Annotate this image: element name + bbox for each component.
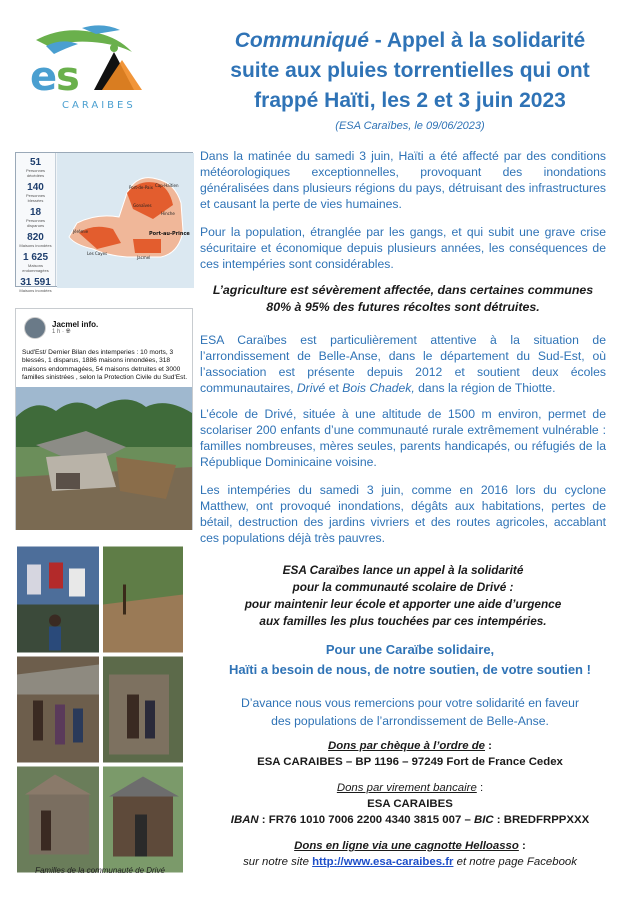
title-line2: suite aux pluies torrentielles qui ont xyxy=(230,59,590,82)
svg-text:Cap-Haïtien: Cap-Haïtien xyxy=(155,183,179,188)
dateline: (ESA Caraïbes, le 09/06/2023) xyxy=(335,120,485,132)
svg-text:Jérémie: Jérémie xyxy=(73,229,89,234)
photo-shack xyxy=(103,767,183,873)
svg-text:Port-de-Paix: Port-de-Paix xyxy=(129,185,153,190)
avatar xyxy=(24,317,46,339)
bic-value: : BREDFRPPXXX xyxy=(493,814,590,826)
stat-item: 18 Personnes disparues xyxy=(25,207,46,228)
svg-text:Hinche: Hinche xyxy=(161,211,175,216)
thanks: D’avance nous vous remercions pour votre solidarité en faveur des populations de l’arrondissement de Belle-Anse. xyxy=(240,696,580,728)
paragraph-3: ESA Caraïbes est particulièrement attentive à la situation de l’arrondissement de Belle-Anse, dans le département du Sud-Est, où l’association est présente depuis 2012 et soutient deux écoles communautaires, Drivé et Bois Chadek, dans la région de Thiotte. xyxy=(200,333,606,395)
flood-damage-photo xyxy=(16,387,192,530)
drive-families-photos xyxy=(15,537,185,882)
title-line1: - Appel à la solidarité xyxy=(368,29,586,52)
appeal: ESA Caraïbes lance un appel à la solidarité pour la communauté scolaire de Drivé : pour maintenir leur école et apporter une aide d’urgence aux familles les plus touchées par ces intempéries. xyxy=(244,563,562,628)
photo-wooden-hut xyxy=(17,767,99,873)
stats-column xyxy=(16,153,56,293)
paragraph-4: L’école de Drivé, située à une altitude de 1500 m environ, permet de scolariser 200 enfants d’une communauté rurale extrêmement vulnérable : familles nombreuses, mères seules, parents handicapés, ou réfugiés de la République Dominicaine voisine. xyxy=(200,407,606,469)
paragraph-5: Les intempéries du samedi 3 juin, comme en 2016 lors du cyclone Matthew, ont provoqué inondations, dégâts aux habitations, pertes de bétail, destruction des jardins vivriers et des routes agricoles, accablant ces populations déjà très pauvres. xyxy=(200,483,606,545)
donations-transfer: Dons par virement bancaire : ESA CARAIBES IBAN : FR76 1010 7006 2200 4340 3815 007 – BIC : BREDFRPPXXX xyxy=(230,782,590,826)
logo-subtitle: CARAIBES xyxy=(62,100,136,111)
haiti-flood-infographic xyxy=(15,152,193,293)
website-link[interactable]: http://www.esa-caraibes.fr xyxy=(312,856,454,868)
svg-text:Jacmel: Jacmel xyxy=(137,255,151,260)
stat-item: 1 625 Maisons endommagées xyxy=(22,252,49,273)
stat-item: 140 Personnes blessées xyxy=(25,182,46,203)
post-time: 1 h · 🌐︎ xyxy=(52,329,71,335)
paragraph-1: Dans la matinée du samedi 3 juin, Haïti a été affecté par des conditions météorologiques exceptionnelles, provoquant des inondations généralisées dans plusieurs régions du pays, détruisant des infrastructures et causant la perte de vies humaines. xyxy=(200,149,606,211)
stat-item: 820 Maisons inondées xyxy=(19,232,52,248)
esa-caraibes-logo xyxy=(22,22,152,112)
slogan: Pour une Caraïbe solidaire, Haïti a besoin de nous, de notre soutien, de votre soutien ! xyxy=(229,642,591,677)
photo-family-door xyxy=(103,657,183,763)
stat-item: 31 591 Maisons inondées xyxy=(19,277,52,293)
photo-family-house xyxy=(17,657,99,763)
paragraph-2: Pour la population, étranglée par les gangs, et qui subit une grave crise sécuritaire et économique depuis plusieurs années, les conséquences de ces intempéries sont considérables. xyxy=(200,225,606,271)
svg-text:Gonaïves: Gonaïves xyxy=(133,203,152,208)
facebook-post-header xyxy=(24,317,98,339)
logo-graphic xyxy=(22,22,152,112)
photo-flooded-road xyxy=(103,547,183,653)
header xyxy=(200,26,620,132)
donations-online: Dons en ligne via une cagnotte Helloasso : sur notre site http://www.esa-caraibes.fr et notre page Facebook xyxy=(243,840,577,868)
page-title xyxy=(200,26,620,116)
agriculture-highlight: L’agriculture est sévèrement affectée, dans certaines communes 80% à 95% des futures récoltes sont détruites. xyxy=(212,283,594,314)
iban-value: : FR76 1010 7006 2200 4340 3815 007 – xyxy=(258,814,474,826)
globe-icon: 🌐︎ xyxy=(65,329,71,335)
donations-cheque: Dons par chèque à l’ordre de : ESA CARAIBES – BP 1196 – 97249 Fort de France Cedex xyxy=(257,740,563,768)
svg-text:s: s xyxy=(56,54,80,100)
svg-text:e: e xyxy=(30,54,58,100)
title-italic: Communiqué xyxy=(234,29,369,52)
svg-text:Les Cayes: Les Cayes xyxy=(87,251,108,256)
photo-clothesline xyxy=(17,547,99,653)
post-text: Sud'Est/ Dernier Bilan des intemperies : 10 morts, 3 blessés, 1 disparus, 1886 maisons innondées, 318 maisons endommagées, 54 maisons detruites et 3000 familles sinistrées , selon la Protection Civile du Sud'Est. xyxy=(22,349,188,382)
facebook-post xyxy=(15,308,193,530)
transfer-name: ESA CARAIBES xyxy=(367,798,453,810)
haiti-map xyxy=(57,153,194,288)
page-name[interactable]: Jacmel info. xyxy=(52,320,99,329)
photos-caption: Familles de la communauté de Drivé xyxy=(35,866,165,875)
stat-item: 51 Personnes décédées xyxy=(25,157,46,178)
title-line3: frappé Haïti, les 2 et 3 juin 2023 xyxy=(254,89,566,112)
cheque-address: ESA CARAIBES – BP 1196 – 97249 Fort de France Cedex xyxy=(257,756,563,768)
svg-text:Port-au-Prince: Port-au-Prince xyxy=(149,231,190,237)
